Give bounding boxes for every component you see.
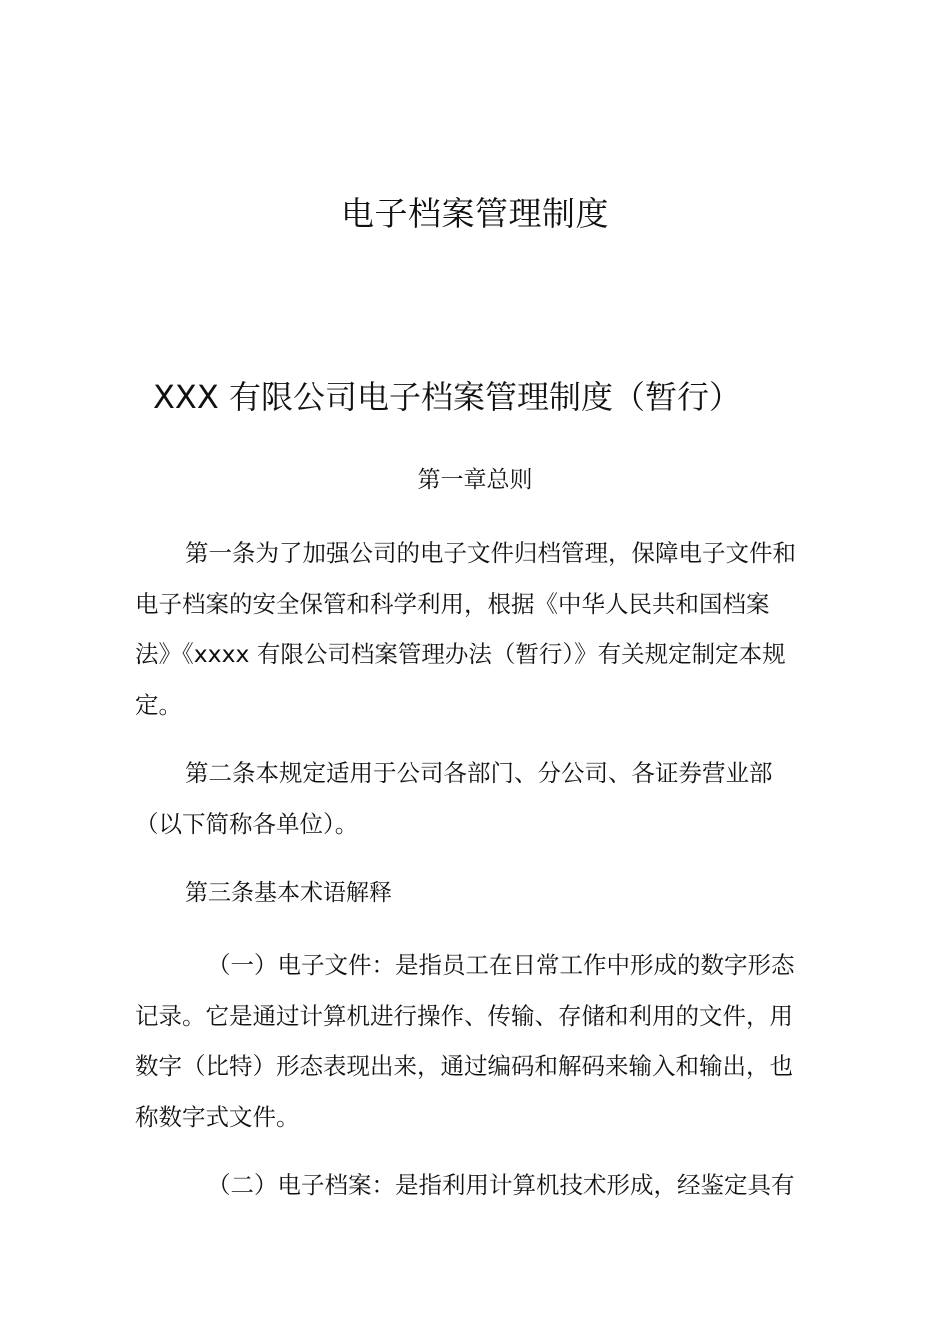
text-line: （二）电子档案：是指利用计算机技术形成，经鉴定具有 (207, 1171, 795, 1199)
text-line: （一）电子文件：是指员工在日常工作中形成的数字形态 (207, 951, 795, 979)
article-2-paragraph (135, 748, 835, 849)
chapter-heading: 第一章总则 (417, 467, 533, 493)
text-line: 称数字式文件。 (135, 1102, 300, 1131)
article-3-paragraph (135, 868, 835, 919)
text-line: 数字（比特）形态表现出来，通过编码和解码来输入和输出，也 (135, 1052, 793, 1080)
text-line: 第二条本规定适用于公司各部门、分公司、各证券营业部 (185, 759, 773, 787)
text-line: 定。 (135, 690, 182, 719)
term-electronic-file-paragraph (135, 940, 835, 1142)
text-line: 法》《xxxx 有限公司档案管理办法（暂行）》有关规定制定本规 (135, 640, 786, 668)
text-line: 第三条基本术语解释 (185, 880, 392, 906)
text-line: （以下简称各单位）。 (135, 809, 359, 838)
text-line: 第一条为了加强公司的电子文件归档管理，保障电子文件和 (185, 539, 796, 567)
article-1-paragraph (135, 528, 835, 730)
document-subtitle: XXX 有限公司电子档案管理制度（暂行） (153, 378, 741, 416)
document-title: 电子档案管理制度 (341, 194, 609, 233)
term-electronic-archive-paragraph (135, 1160, 835, 1211)
text-line: 记录。它是通过计算机进行操作、传输、存储和利用的文件，用 (135, 1001, 793, 1030)
text-line: 电子档案的安全保管和科学利用，根据《中华人民共和国档案 (135, 589, 770, 618)
